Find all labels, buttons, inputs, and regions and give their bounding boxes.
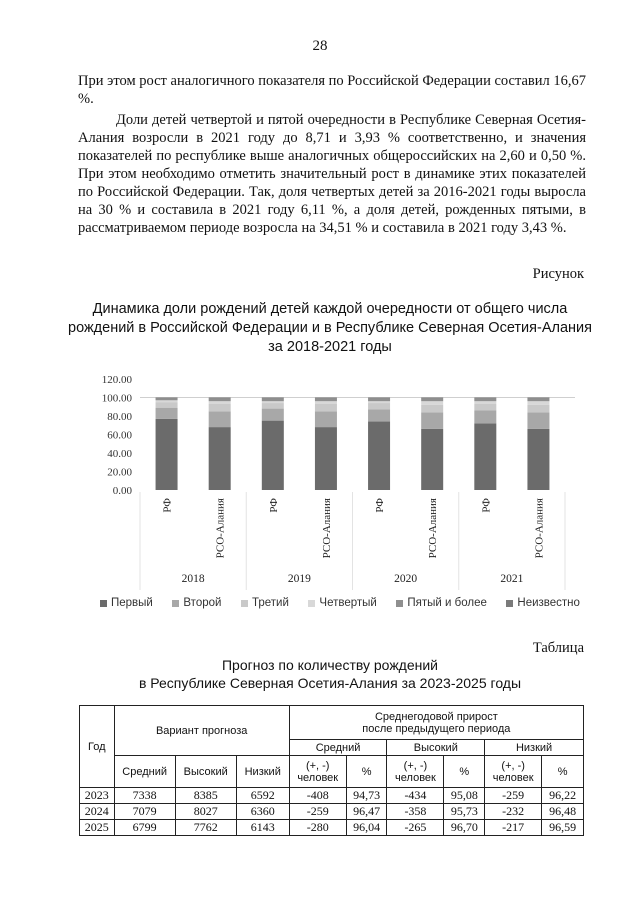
header-change-medium-line-1: (+, -) — [305, 759, 330, 772]
figure-caption-line-3: за 2018-2021 годы — [268, 339, 392, 355]
bar-segment — [209, 401, 231, 404]
bar-segment — [421, 405, 443, 412]
header-variant-medium: Средний — [114, 756, 175, 788]
header-change-medium-line-2: человек — [297, 771, 339, 784]
table-row — [80, 804, 584, 820]
bar-segment — [421, 412, 443, 429]
cell-low-pct: 96,48 — [542, 804, 584, 820]
header-change-low-line-1: (+, -) — [501, 759, 525, 772]
legend-swatch — [100, 600, 107, 607]
table-caption — [60, 656, 600, 692]
header-change-high — [387, 756, 444, 788]
bar-segment — [474, 410, 496, 423]
x-group-label: 2019 — [287, 573, 311, 585]
bar-segment — [527, 398, 549, 401]
legend-label: Пятый и более — [407, 597, 487, 609]
bar-segment — [209, 427, 231, 490]
cell-high: 8027 — [175, 804, 236, 820]
cell-high: 7762 — [175, 820, 236, 836]
bar-segment — [262, 401, 284, 403]
header-growth-line-2: после предыдущего периода — [362, 722, 511, 735]
legend-swatch — [172, 600, 179, 607]
bar-segment — [315, 398, 337, 399]
cell-low: 6592 — [236, 788, 289, 804]
bar-segment — [474, 398, 496, 399]
header-change-high-line-1: (+, -) — [403, 759, 428, 772]
legend-item — [308, 597, 376, 609]
x-group-label: 2020 — [394, 573, 418, 585]
header-growth-low: Низкий — [485, 740, 584, 756]
bar-segment — [421, 429, 443, 490]
stacked-bar-chart — [60, 355, 580, 595]
header-variant-high: Высокий — [175, 756, 236, 788]
cell-medium: 7079 — [114, 804, 175, 820]
bar-segment — [368, 398, 390, 399]
chart-legend — [100, 597, 580, 609]
bar-segment — [209, 404, 231, 411]
y-tick-label: 80.00 — [107, 411, 132, 423]
cell-medium-pct: 96,47 — [346, 804, 387, 820]
x-category-label: РСО-Алания — [533, 498, 546, 559]
bar-segment — [262, 403, 284, 409]
cell-low-abs: -259 — [485, 788, 542, 804]
x-category-label: РСО-Алания — [427, 498, 440, 559]
cell-high-abs: -434 — [387, 788, 444, 804]
bar-segment — [474, 401, 496, 404]
header-growth — [289, 706, 583, 740]
header-change-high-line-2: человек — [395, 771, 436, 784]
header-change-low-line-2: человек — [492, 771, 534, 784]
bar-segment — [156, 419, 178, 490]
bar-segment — [527, 398, 549, 399]
bar-segment — [368, 422, 390, 490]
x-category-label: РФ — [480, 498, 493, 513]
bar-segment — [368, 403, 390, 409]
bar-segment — [368, 410, 390, 422]
legend-label: Неизвестно — [517, 597, 580, 609]
bar-segment — [527, 405, 549, 412]
y-tick-label: 20.00 — [107, 466, 132, 479]
header-year: Год — [80, 706, 115, 788]
cell-year: 2025 — [80, 820, 115, 836]
bar-segment — [156, 400, 178, 402]
bar-segment — [527, 401, 549, 405]
cell-low: 6360 — [236, 804, 289, 820]
cell-high-pct: 95,08 — [444, 788, 485, 804]
cell-medium: 6799 — [114, 820, 175, 836]
cell-year: 2023 — [80, 788, 115, 804]
y-tick-label: 60.00 — [107, 429, 132, 442]
header-change-low — [485, 756, 542, 788]
y-tick-label: 0.00 — [112, 485, 132, 497]
bar-segment — [315, 411, 337, 427]
header-change-medium — [289, 756, 346, 788]
bar-segment — [156, 398, 178, 400]
x-group-label: 2021 — [500, 573, 524, 585]
bar-segment — [421, 398, 443, 401]
x-category-label: РСО-Алания — [214, 498, 227, 559]
legend-swatch — [506, 600, 513, 607]
bar-segment — [474, 423, 496, 490]
paragraph-1: При этом рост аналогичного показателя по Российской Федерации составил 16,67 %. — [78, 73, 586, 107]
header-growth-high: Высокий — [387, 740, 485, 756]
bar-segment — [368, 398, 390, 401]
bar-segment — [209, 411, 231, 427]
bar-segment — [421, 398, 443, 399]
bar-segment — [262, 398, 284, 401]
x-category-label: РФ — [161, 498, 174, 513]
legend-item — [241, 597, 289, 609]
y-tick-label: 120.00 — [101, 374, 132, 386]
legend-item — [172, 597, 221, 609]
legend-swatch — [308, 600, 315, 607]
bar-segment — [474, 404, 496, 410]
x-category-label: РФ — [374, 498, 387, 513]
bar-segment — [368, 401, 390, 403]
cell-high-abs: -358 — [387, 804, 444, 820]
forecast-table — [79, 705, 584, 836]
figure-caption-line-2: рождений в Российской Федерации и в Республике Северная Осетия-Алания — [68, 320, 592, 336]
bar-segment — [209, 398, 231, 401]
legend-label: Третий — [251, 597, 289, 609]
cell-medium: 7338 — [114, 788, 175, 804]
legend-item — [100, 597, 153, 609]
paragraph-2: Доли детей четвертой и пятой очередности в Республике Северная Осетия-Алания возросли в 2021 году до 8,71 и 3,93 % соответственно, и значения показателей по республике выше аналогичных общероссийских на 2,60 и 0,50 %. При этом необходимо отметить значительный рост в динамике этих показателей по Российской Федерации. Так, доля четвертых детей за 2016-2021 годы выросла на 30 % и составила в 2021 году 6,11 %, а доля детей, рожденных пятыми, в рассматриваемом периоде возросла на 34,51 % и составила в 2021 году 3,43 %. — [78, 112, 586, 236]
header-percent-medium: % — [346, 756, 387, 788]
cell-low: 6143 — [236, 820, 289, 836]
table-label: Таблица — [532, 640, 584, 656]
legend-label: Второй — [183, 597, 222, 609]
bar-segment — [262, 421, 284, 490]
header-growth-line-1: Среднегодовой прирост — [374, 710, 498, 723]
bar-segment — [209, 398, 231, 399]
bar-segment — [527, 429, 549, 490]
legend-item — [396, 597, 487, 609]
bar-segment — [315, 401, 337, 404]
cell-high-pct: 96,70 — [444, 820, 485, 836]
cell-year: 2024 — [80, 804, 115, 820]
header-percent-high: % — [444, 756, 485, 788]
cell-high-pct: 95,73 — [444, 804, 485, 820]
table-caption-line-1: Прогноз по количеству рождений — [221, 657, 439, 673]
x-group-label: 2018 — [181, 573, 205, 585]
cell-high-abs: -265 — [387, 820, 444, 836]
bar-segment — [421, 401, 443, 405]
figure-caption-line-1: Динамика доли рождений детей каждой очередности от общего числа — [92, 301, 568, 317]
cell-low-pct: 96,22 — [542, 788, 584, 804]
cell-high: 8385 — [175, 788, 236, 804]
y-tick-label: 100.00 — [101, 392, 132, 405]
y-tick-label: 40.00 — [107, 448, 132, 460]
cell-low-abs: -232 — [485, 804, 542, 820]
x-category-label: РСО-Алания — [320, 498, 333, 559]
table-row — [80, 788, 584, 804]
legend-swatch — [241, 600, 248, 607]
cell-medium-pct: 96,04 — [346, 820, 387, 836]
bar-segment — [474, 398, 496, 401]
bar-segment — [262, 409, 284, 421]
legend-label: Четвертый — [319, 597, 377, 609]
header-variant: Вариант прогноза — [114, 706, 289, 756]
bar-segment — [315, 427, 337, 490]
cell-medium-abs: -259 — [289, 804, 346, 820]
bar-segment — [156, 408, 178, 419]
cell-medium-pct: 94,73 — [346, 788, 387, 804]
header-growth-medium: Средний — [289, 740, 387, 756]
x-category-label: РФ — [267, 498, 280, 513]
header-variant-low: Низкий — [236, 756, 289, 788]
legend-label: Первый — [111, 597, 153, 609]
cell-medium-abs: -408 — [289, 788, 346, 804]
cell-low-pct: 96,59 — [542, 820, 584, 836]
figure-caption — [60, 300, 600, 357]
table-caption-line-2: в Республике Северная Осетия-Алания за 2023-2025 годы — [138, 675, 522, 691]
header-percent-low: % — [542, 756, 584, 788]
legend-swatch — [396, 600, 403, 607]
bar-segment — [315, 404, 337, 411]
bar-segment — [262, 398, 284, 399]
cell-low-abs: -217 — [485, 820, 542, 836]
bar-segment — [315, 398, 337, 401]
bar-segment — [156, 398, 178, 399]
bar-segment — [527, 412, 549, 429]
page-number: 28 — [312, 38, 328, 54]
figure-label: Рисунок — [532, 266, 584, 282]
legend-item — [506, 597, 580, 609]
bar-segment — [156, 402, 178, 408]
table-row — [80, 820, 584, 836]
cell-medium-abs: -280 — [289, 820, 346, 836]
